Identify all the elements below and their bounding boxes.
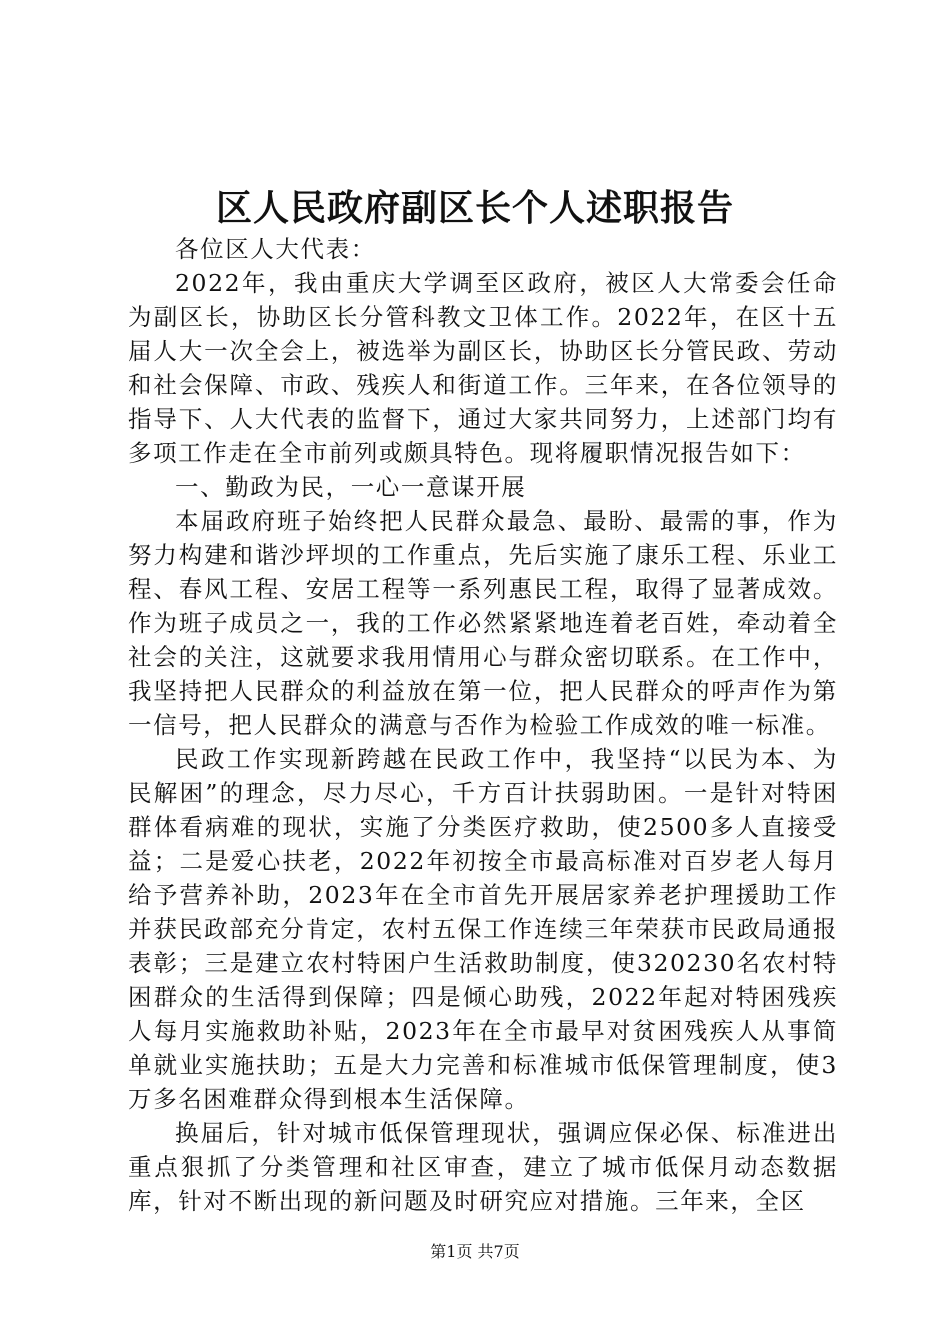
- body-paragraph: 本届政府班子始终把人民群众最急、最盼、最需的事，作为努力构建和谐沙坪坝的工作重点，先后实施了康乐工程、乐业工程、春风工程、安居工程等一系列惠民工程，取得了显著成效。作为班子成员之一，我的工作必然紧紧地连着老百姓，牵动着全社会的关注，这就要求我用情用心与群众密切联系。在工作中，我坚持把人民群众的利益放在第一位，把人民群众的呼声作为第一信号，把人民群众的满意与否作为检验工作成效的唯一标准。: [128, 507, 838, 739]
- page-number-footer: 第1页 共7页: [430, 1242, 520, 1261]
- body-paragraph: 换届后，针对城市低保管理现状，强调应保必保、标准进出重点狠抓了分类管理和社区审查，建立了城市低保月动态数据库，针对不断出现的新问题及时研究应对措施。三年来，全区: [128, 1119, 838, 1215]
- salutation-paragraph: 各位区人大代表：: [175, 235, 376, 263]
- document-body: [128, 232, 838, 1218]
- body-paragraph: 2022年，我由重庆大学调至区政府，被区人大常委会任命为副区长，协助区长分管科教文卫体工作。2022年，在区十五届人大一次全会上，被选举为副区长，协助区长分管民政、劳动和社会保障、市政、残疾人和街道工作。三年来，在各位领导的指导下、人大代表的监督下，通过大家共同努力，上述部门均有多项工作走在全市前列或颇具特色。现将履职情况报告如下：: [128, 269, 838, 467]
- section-heading: 一、勤政为民，一心一意谋开展: [175, 473, 527, 501]
- body-paragraph: 民政工作实现新跨越在民政工作中，我坚持“以民为本、为民解困”的理念，尽力尽心，千方百计扶弱助困。一是针对特困群体看病难的现状，实施了分类医疗救助，使2500多人直接受益；二是爱心扶老，2022年初按全市最高标准对百岁老人每月给予营养补助，2023年在全市首先开展居家养老护理援助工作并获民政部充分肯定，农村五保工作连续三年荣获市民政局通报表彰；三是建立农村特困户生活救助制度，使320230名农村特困群众的生活得到保障；四是倾心助残，2022年起对特困残疾人每月实施救助补贴，2023年在全市最早对贫困残疾人从事简单就业实施扶助；五是大力完善和标准城市低保管理制度，使3万多名困难群众得到根本生活保障。: [128, 745, 838, 1113]
- document-title: 区人民政府副区长个人述职报告: [215, 187, 734, 229]
